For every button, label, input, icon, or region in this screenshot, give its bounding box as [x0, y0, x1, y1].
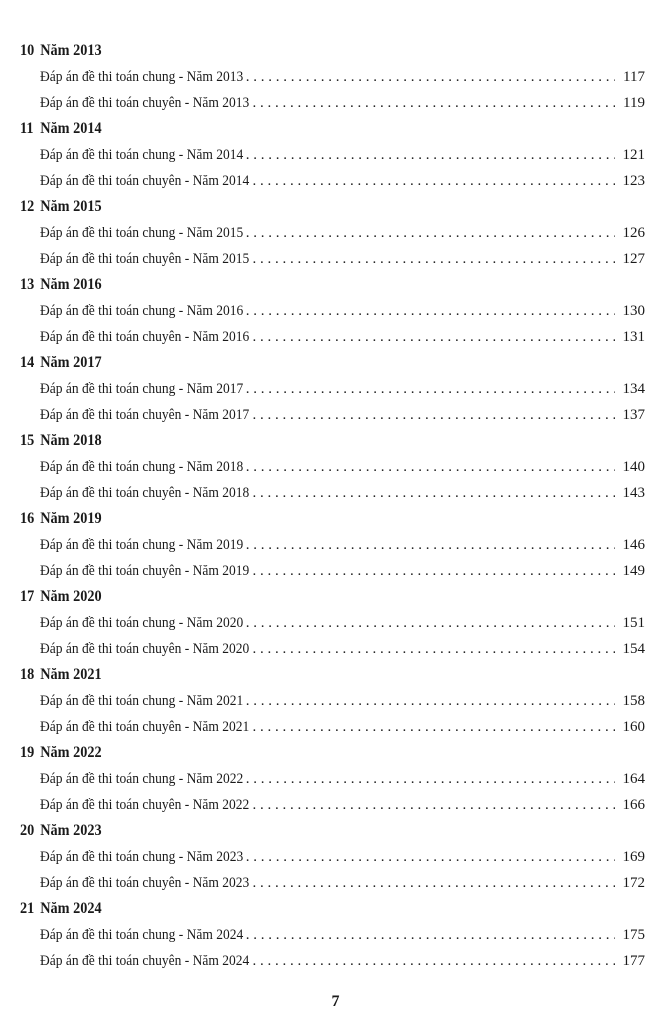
entry-title: Đáp án đề thi toán chung - Năm 2018: [40, 459, 244, 475]
toc-section: [20, 506, 645, 584]
toc-entry: [20, 64, 645, 90]
entry-title: Đáp án đề thi toán chung - Năm 2022: [40, 771, 244, 787]
section-number: 16: [20, 510, 35, 527]
toc-section: [20, 350, 645, 428]
section-number: 12: [20, 198, 35, 215]
entry-title: Đáp án đề thi toán chuyên - Năm 2013: [40, 95, 250, 111]
toc-entry: [20, 324, 645, 350]
entry-page-number: 175: [622, 927, 645, 943]
entry-title: Đáp án đề thi toán chuyên - Năm 2024: [40, 953, 250, 969]
dot-leader: [252, 246, 615, 272]
entry-page-number: 158: [622, 693, 645, 709]
toc-entry: [20, 246, 645, 272]
entry-page-number: 166: [622, 797, 645, 813]
section-title: Năm 2021: [40, 666, 102, 683]
entry-title: Đáp án đề thi toán chung - Năm 2017: [40, 381, 244, 397]
entry-title: Đáp án đề thi toán chuyên - Năm 2018: [40, 485, 250, 501]
section-number: 17: [20, 588, 35, 605]
entry-page-number: 146: [622, 537, 645, 553]
entry-title: Đáp án đề thi toán chung - Năm 2023: [40, 849, 244, 865]
entry-title: Đáp án đề thi toán chuyên - Năm 2020: [40, 641, 250, 657]
section-title: Năm 2016: [40, 276, 102, 293]
toc-entry: [20, 948, 645, 974]
dot-leader: [246, 220, 615, 246]
entry-page-number: 172: [622, 875, 645, 891]
entry-page-number: 149: [622, 563, 645, 579]
entry-page-number: 169: [622, 849, 645, 865]
toc-entry: [20, 142, 645, 168]
page-number: 7: [331, 993, 340, 1010]
entry-page-number: 117: [623, 69, 645, 85]
dot-leader: [252, 636, 615, 662]
dot-leader: [252, 558, 615, 584]
section-heading: [20, 116, 595, 142]
toc-entry: [20, 558, 645, 584]
section-heading: [20, 350, 595, 376]
toc-section: [20, 818, 645, 896]
section-title: Năm 2015: [40, 198, 102, 215]
section-heading: [20, 38, 595, 64]
section-heading: [20, 896, 595, 922]
section-number: 20: [20, 822, 35, 839]
section-number: 15: [20, 432, 35, 449]
toc-entry: [20, 844, 645, 870]
toc-entry: [20, 376, 645, 402]
dot-leader: [252, 870, 615, 896]
section-heading: [20, 818, 595, 844]
entry-page-number: 160: [622, 719, 645, 735]
toc-section: [20, 194, 645, 272]
entry-page-number: 119: [623, 95, 645, 111]
entry-title: Đáp án đề thi toán chuyên - Năm 2019: [40, 563, 250, 579]
dot-leader: [246, 922, 615, 948]
toc-section: [20, 584, 645, 662]
dot-leader: [252, 948, 615, 974]
entry-title: Đáp án đề thi toán chuyên - Năm 2014: [40, 173, 250, 189]
toc-entry: [20, 480, 645, 506]
toc-section: [20, 38, 645, 116]
section-title: Năm 2019: [40, 510, 102, 527]
section-number: 18: [20, 666, 35, 683]
toc-section: [20, 662, 645, 740]
entry-page-number: 164: [622, 771, 645, 787]
dot-leader: [246, 376, 615, 402]
section-number: 19: [20, 744, 35, 761]
dot-leader: [252, 324, 615, 350]
dot-leader: [252, 168, 615, 194]
entry-title: Đáp án đề thi toán chung - Năm 2016: [40, 303, 244, 319]
entry-page-number: 123: [622, 173, 645, 189]
entry-title: Đáp án đề thi toán chung - Năm 2013: [40, 69, 244, 85]
section-heading: [20, 272, 595, 298]
toc-section: [20, 116, 645, 194]
entry-page-number: 154: [622, 641, 645, 657]
dot-leader: [246, 64, 615, 90]
dot-leader: [252, 792, 615, 818]
toc-entry: [20, 688, 645, 714]
entry-title: Đáp án đề thi toán chuyên - Năm 2023: [40, 875, 250, 891]
toc-section: [20, 272, 645, 350]
dot-leader: [246, 298, 615, 324]
entry-title: Đáp án đề thi toán chung - Năm 2020: [40, 615, 244, 631]
dot-leader: [246, 142, 615, 168]
entry-page-number: 126: [622, 225, 645, 241]
toc-entry: [20, 870, 645, 896]
entry-page-number: 134: [622, 381, 645, 397]
entry-page-number: 137: [622, 407, 645, 423]
section-title: Năm 2014: [40, 120, 102, 137]
entry-page-number: 127: [622, 251, 645, 267]
toc-entry: [20, 298, 645, 324]
dot-leader: [246, 844, 615, 870]
section-number: 11: [20, 120, 34, 137]
toc-entry: [20, 636, 645, 662]
section-number: 13: [20, 276, 35, 293]
toc-entry: [20, 610, 645, 636]
section-title: Năm 2013: [40, 42, 102, 59]
entry-title: Đáp án đề thi toán chung - Năm 2021: [40, 693, 244, 709]
toc-section: [20, 896, 645, 974]
section-title: Năm 2023: [40, 822, 102, 839]
entry-page-number: 130: [622, 303, 645, 319]
section-title: Năm 2022: [40, 744, 102, 761]
entry-page-number: 121: [622, 147, 645, 163]
toc-section: [20, 428, 645, 506]
entry-page-number: 177: [622, 953, 645, 969]
section-number: 14: [20, 354, 35, 371]
dot-leader: [246, 610, 615, 636]
entry-title: Đáp án đề thi toán chung - Năm 2015: [40, 225, 244, 241]
entry-title: Đáp án đề thi toán chuyên - Năm 2021: [40, 719, 250, 735]
entry-title: Đáp án đề thi toán chung - Năm 2019: [40, 537, 244, 553]
toc-entry: [20, 714, 645, 740]
entry-title: Đáp án đề thi toán chuyên - Năm 2016: [40, 329, 250, 345]
dot-leader: [246, 454, 615, 480]
section-number: 21: [20, 900, 35, 917]
dot-leader: [246, 688, 615, 714]
section-heading: [20, 194, 595, 220]
entry-page-number: 131: [622, 329, 645, 345]
toc-section: [20, 740, 645, 818]
entry-title: Đáp án đề thi toán chuyên - Năm 2022: [40, 797, 250, 813]
entry-page-number: 143: [622, 485, 645, 501]
toc-entry: [20, 922, 645, 948]
entry-title: Đáp án đề thi toán chung - Năm 2014: [40, 147, 244, 163]
section-heading: [20, 584, 595, 610]
dot-leader: [246, 532, 615, 558]
entry-title: Đáp án đề thi toán chuyên - Năm 2017: [40, 407, 250, 423]
section-title: Năm 2024: [40, 900, 102, 917]
section-title: Năm 2017: [40, 354, 102, 371]
section-heading: [20, 740, 595, 766]
dot-leader: [252, 402, 615, 428]
toc-entry: [20, 792, 645, 818]
toc-entry: [20, 168, 645, 194]
entry-page-number: 151: [622, 615, 645, 631]
entry-page-number: 140: [622, 459, 645, 475]
section-number: 10: [20, 42, 35, 59]
toc-entry: [20, 454, 645, 480]
toc-entry: [20, 90, 645, 116]
dot-leader: [252, 714, 615, 740]
table-of-contents: [20, 38, 645, 974]
entry-title: Đáp án đề thi toán chung - Năm 2024: [40, 927, 244, 943]
section-heading: [20, 428, 595, 454]
section-title: Năm 2018: [40, 432, 102, 449]
toc-entry: [20, 766, 645, 792]
toc-entry: [20, 532, 645, 558]
dot-leader: [252, 90, 615, 116]
dot-leader: [246, 766, 615, 792]
entry-title: Đáp án đề thi toán chuyên - Năm 2015: [40, 251, 250, 267]
section-heading: [20, 506, 595, 532]
section-title: Năm 2020: [40, 588, 102, 605]
toc-entry: [20, 402, 645, 428]
toc-entry: [20, 220, 645, 246]
section-heading: [20, 662, 595, 688]
dot-leader: [252, 480, 615, 506]
